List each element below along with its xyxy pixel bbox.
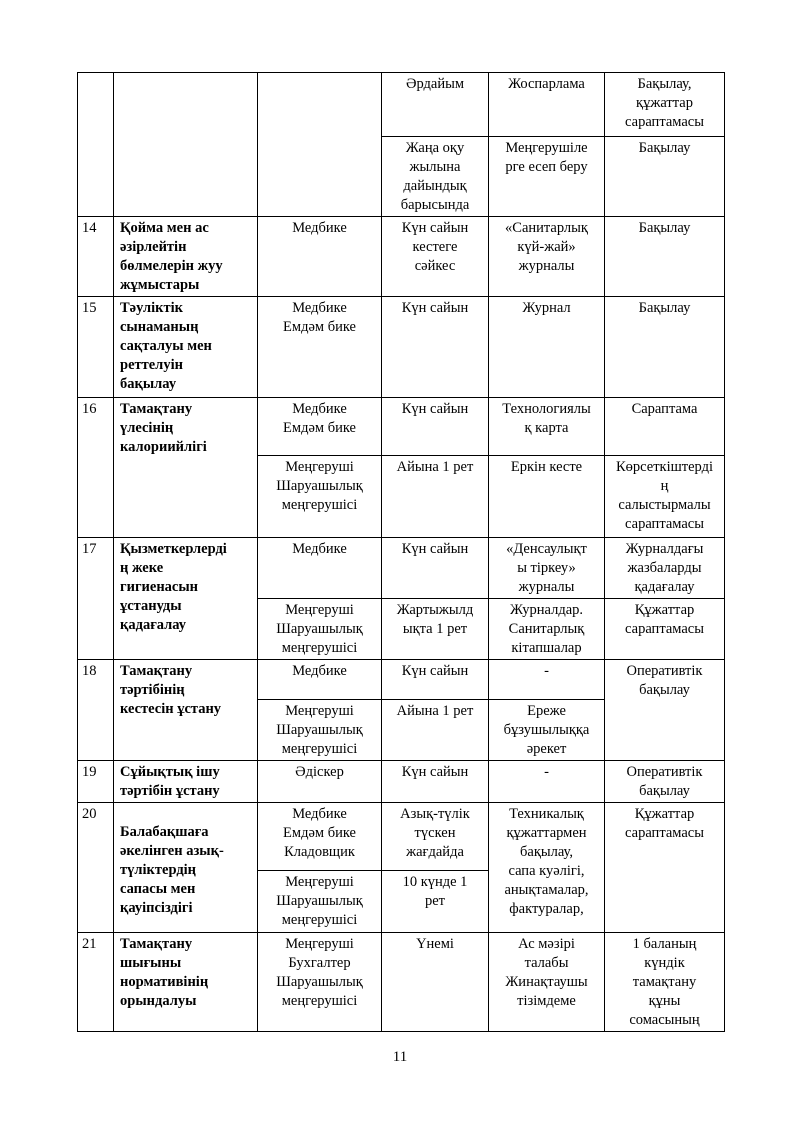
title-cell: Балабақшаға әкелінген азық- түліктердің сапасы мен қауіпсіздігі bbox=[114, 803, 258, 933]
document-cell: «Санитарлық күй-жай» журналы bbox=[489, 217, 605, 297]
frequency-cell: Жаңа оқу жылына дайындық барысында bbox=[382, 137, 489, 217]
document-cell: «Денсаулықт ы тіркеу» журналы bbox=[489, 538, 605, 599]
frequency-cell: Күн сайын bbox=[382, 297, 489, 398]
table-row bbox=[78, 398, 725, 456]
table-row bbox=[78, 73, 725, 137]
responsible-cell bbox=[258, 73, 382, 217]
document-cell: Меңгерушіле рге есеп беру bbox=[489, 137, 605, 217]
frequency-cell: Әрдайым bbox=[382, 73, 489, 137]
title-cell: Тамақтану шығыны нормативінің орындалуы bbox=[114, 933, 258, 1032]
responsible-cell: Медбике Емдәм бике bbox=[258, 398, 382, 456]
table-row bbox=[78, 538, 725, 599]
form-cell: Құжаттар сараптамасы bbox=[605, 599, 725, 660]
table-row bbox=[78, 803, 725, 871]
form-cell: Журналдағы жазбаларды қадағалау bbox=[605, 538, 725, 599]
num-cell bbox=[78, 73, 114, 217]
responsible-cell: Медбике bbox=[258, 660, 382, 700]
form-cell: Оперативтік бақылау bbox=[605, 660, 725, 761]
frequency-cell: Күн сайын bbox=[382, 398, 489, 456]
title-cell: Қойма мен ас әзірлейтін бөлмелерін жуу жұмыстары bbox=[114, 217, 258, 297]
form-cell: Бақылау bbox=[605, 137, 725, 217]
control-plan-table bbox=[77, 72, 725, 1032]
form-cell: 1 баланың күндік тамақтану құны сомасының bbox=[605, 933, 725, 1032]
num-cell: 15 bbox=[78, 297, 114, 398]
frequency-cell: Күн сайын bbox=[382, 660, 489, 700]
table-row bbox=[78, 217, 725, 297]
form-cell: Оперативтік бақылау bbox=[605, 761, 725, 803]
form-cell: Бақылау bbox=[605, 297, 725, 398]
num-cell: 16 bbox=[78, 398, 114, 538]
responsible-cell: Медбике Емдәм бике Кладовщик bbox=[258, 803, 382, 871]
frequency-cell: Күн сайын bbox=[382, 538, 489, 599]
table-row bbox=[78, 297, 725, 398]
table-row bbox=[78, 761, 725, 803]
form-cell: Құжаттар сараптамасы bbox=[605, 803, 725, 933]
title-cell: Тәуліктік сынаманың сақталуы мен реттелуін бақылау bbox=[114, 297, 258, 398]
responsible-cell: Меңгеруші Шаруашылық меңгерушісі bbox=[258, 456, 382, 538]
frequency-cell: 10 күнде 1 рет bbox=[382, 871, 489, 933]
frequency-cell: Жартыжылд ықта 1 рет bbox=[382, 599, 489, 660]
num-cell: 20 bbox=[78, 803, 114, 933]
responsible-cell: Медбике bbox=[258, 217, 382, 297]
document-cell: Журналдар. Санитарлық кітапшалар bbox=[489, 599, 605, 660]
document-cell: Еркін кесте bbox=[489, 456, 605, 538]
title-cell: Сұйықтық ішу тәртібін ұстану bbox=[114, 761, 258, 803]
table-row bbox=[78, 660, 725, 700]
responsible-cell: Меңгеруші Шаруашылық меңгерушісі bbox=[258, 700, 382, 761]
document-cell: Журнал bbox=[489, 297, 605, 398]
title-cell: Қызметкерлерді ң жеке гигиенасын ұстануды қадағалау bbox=[114, 538, 258, 660]
frequency-cell: Күн сайын bbox=[382, 761, 489, 803]
form-cell: Сараптама bbox=[605, 398, 725, 456]
frequency-cell: Үнемі bbox=[382, 933, 489, 1032]
table-row bbox=[78, 933, 725, 1032]
frequency-cell: Күн сайын кестеге сәйкес bbox=[382, 217, 489, 297]
num-cell: 18 bbox=[78, 660, 114, 761]
num-cell: 19 bbox=[78, 761, 114, 803]
form-cell: Бақылау, құжаттар сараптамасы bbox=[605, 73, 725, 137]
num-cell: 17 bbox=[78, 538, 114, 660]
page-number: 11 bbox=[392, 1049, 408, 1065]
document-cell: Жоспарлама bbox=[489, 73, 605, 137]
title-cell bbox=[114, 73, 258, 217]
responsible-cell: Меңгеруші Шаруашылық меңгерушісі bbox=[258, 871, 382, 933]
title-cell: Тамақтану үлесінің калориийлігі bbox=[114, 398, 258, 538]
document-cell: Техникалық құжаттармен бақылау, сапа куәлігі, анықтамалар, фактуралар, bbox=[489, 803, 605, 933]
title-cell: Тамақтану тәртібінің кестесін ұстану bbox=[114, 660, 258, 761]
document-cell: Технологиялы қ карта bbox=[489, 398, 605, 456]
responsible-cell: Меңгеруші Шаруашылық меңгерушісі bbox=[258, 599, 382, 660]
responsible-cell: Меңгеруші Бухгалтер Шаруашылық меңгерушісі bbox=[258, 933, 382, 1032]
frequency-cell: Азық-түлік түскен жағдайда bbox=[382, 803, 489, 871]
form-cell: Көрсеткіштерді ң салыстырмалы сараптамасы bbox=[605, 456, 725, 538]
document-cell: - bbox=[489, 761, 605, 803]
num-cell: 21 bbox=[78, 933, 114, 1032]
form-cell: Бақылау bbox=[605, 217, 725, 297]
document-cell: Ереже бұзушылыққа әрекет bbox=[489, 700, 605, 761]
document-cell: - bbox=[489, 660, 605, 700]
responsible-cell: Медбике Емдәм бике bbox=[258, 297, 382, 398]
responsible-cell: Әдіскер bbox=[258, 761, 382, 803]
frequency-cell: Айына 1 рет bbox=[382, 700, 489, 761]
document-cell: Ас мәзірі талабы Жинақтаушы тізімдеме bbox=[489, 933, 605, 1032]
responsible-cell: Медбике bbox=[258, 538, 382, 599]
frequency-cell: Айына 1 рет bbox=[382, 456, 489, 538]
num-cell: 14 bbox=[78, 217, 114, 297]
